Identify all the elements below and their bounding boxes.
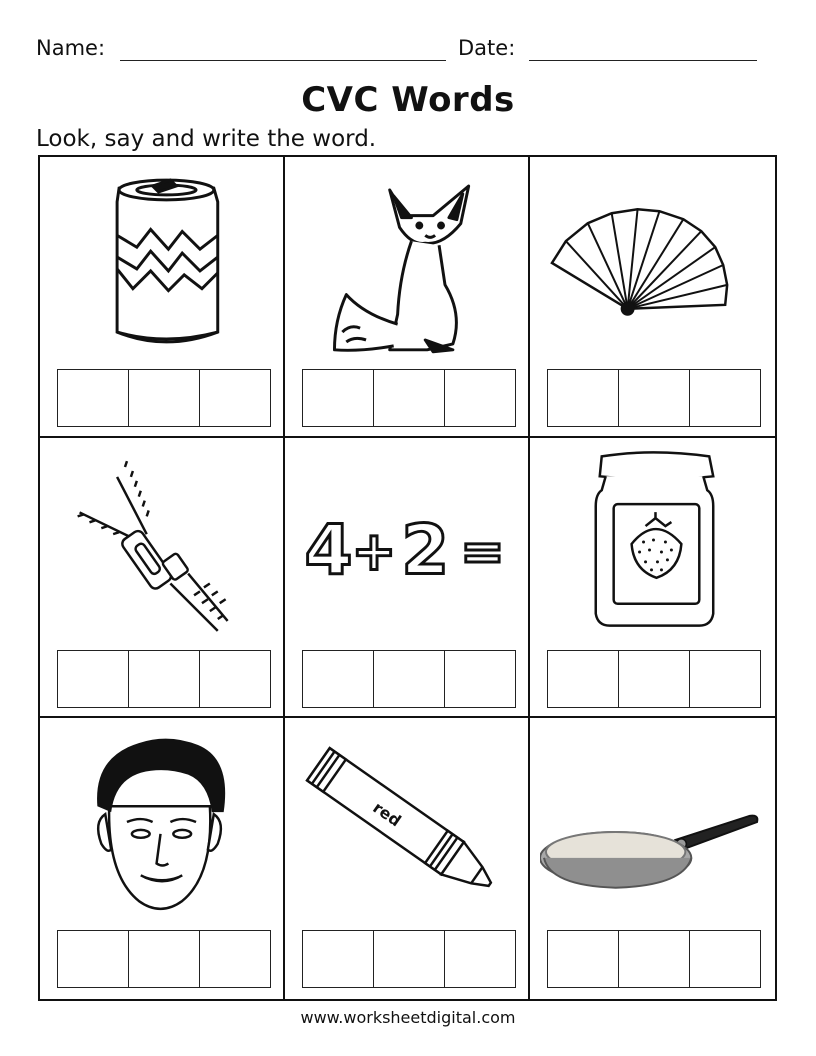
fan-icon — [540, 165, 765, 361]
letter-boxes — [302, 369, 516, 427]
date-label: Date: — [458, 36, 516, 60]
letter-box[interactable] — [303, 931, 374, 987]
instructions: Look, say and write the word. — [36, 126, 377, 152]
letter-box[interactable] — [445, 370, 515, 426]
letter-boxes — [547, 650, 761, 708]
header — [36, 36, 776, 66]
letter-box[interactable] — [690, 651, 760, 707]
letter-box[interactable] — [374, 651, 445, 707]
letter-box[interactable] — [548, 370, 619, 426]
letter-box[interactable] — [374, 370, 445, 426]
letter-box[interactable] — [129, 931, 200, 987]
letter-box[interactable] — [619, 651, 690, 707]
letter-box[interactable] — [303, 370, 374, 426]
letter-box[interactable] — [690, 931, 760, 987]
letter-box[interactable] — [200, 651, 270, 707]
fox-icon — [295, 165, 518, 361]
letter-box[interactable] — [58, 651, 129, 707]
cell-can — [40, 157, 285, 438]
cell-zipper — [40, 438, 285, 719]
crayon-icon — [295, 726, 518, 922]
math-plus: + — [351, 520, 397, 583]
letter-box[interactable] — [445, 931, 515, 987]
cell-man — [40, 718, 285, 999]
letter-box[interactable] — [548, 931, 619, 987]
math-sum-icon — [295, 446, 518, 642]
crayon-label: red — [369, 798, 405, 831]
name-field[interactable] — [120, 60, 446, 61]
letter-box[interactable] — [445, 651, 515, 707]
letter-box[interactable] — [303, 651, 374, 707]
letter-box[interactable] — [58, 931, 129, 987]
letter-box[interactable] — [619, 370, 690, 426]
letter-boxes — [57, 369, 271, 427]
cell-crayon — [285, 718, 530, 999]
cell-fox — [285, 157, 530, 438]
can-icon — [50, 165, 273, 361]
pan-icon — [540, 726, 765, 922]
letter-box[interactable] — [129, 651, 200, 707]
letter-boxes — [57, 650, 271, 708]
cell-fan — [530, 157, 775, 438]
name-label: Name: — [36, 36, 106, 60]
page-title: CVC Words — [301, 80, 515, 120]
man-face-icon — [50, 726, 273, 922]
math-equals: = — [460, 520, 505, 583]
letter-box[interactable] — [374, 931, 445, 987]
jam-jar-icon — [540, 446, 765, 642]
zipper-icon — [50, 446, 273, 642]
letter-boxes — [302, 650, 516, 708]
letter-boxes — [57, 930, 271, 988]
letter-box[interactable] — [200, 931, 270, 987]
letter-boxes — [302, 930, 516, 988]
letter-boxes — [547, 369, 761, 427]
letter-box[interactable] — [129, 370, 200, 426]
footer-url: www.worksheetdigital.com — [300, 1008, 516, 1027]
letter-box[interactable] — [548, 651, 619, 707]
worksheet-grid — [38, 155, 777, 1001]
math-digit-a: 4 — [304, 510, 353, 591]
letter-box[interactable] — [200, 370, 270, 426]
cell-math — [285, 438, 530, 719]
letter-box[interactable] — [619, 931, 690, 987]
cell-pan — [530, 718, 775, 999]
math-digit-b: 2 — [401, 510, 450, 591]
letter-box[interactable] — [58, 370, 129, 426]
date-field[interactable] — [529, 60, 757, 61]
letter-boxes — [547, 930, 761, 988]
letter-box[interactable] — [690, 370, 760, 426]
cell-jam — [530, 438, 775, 719]
